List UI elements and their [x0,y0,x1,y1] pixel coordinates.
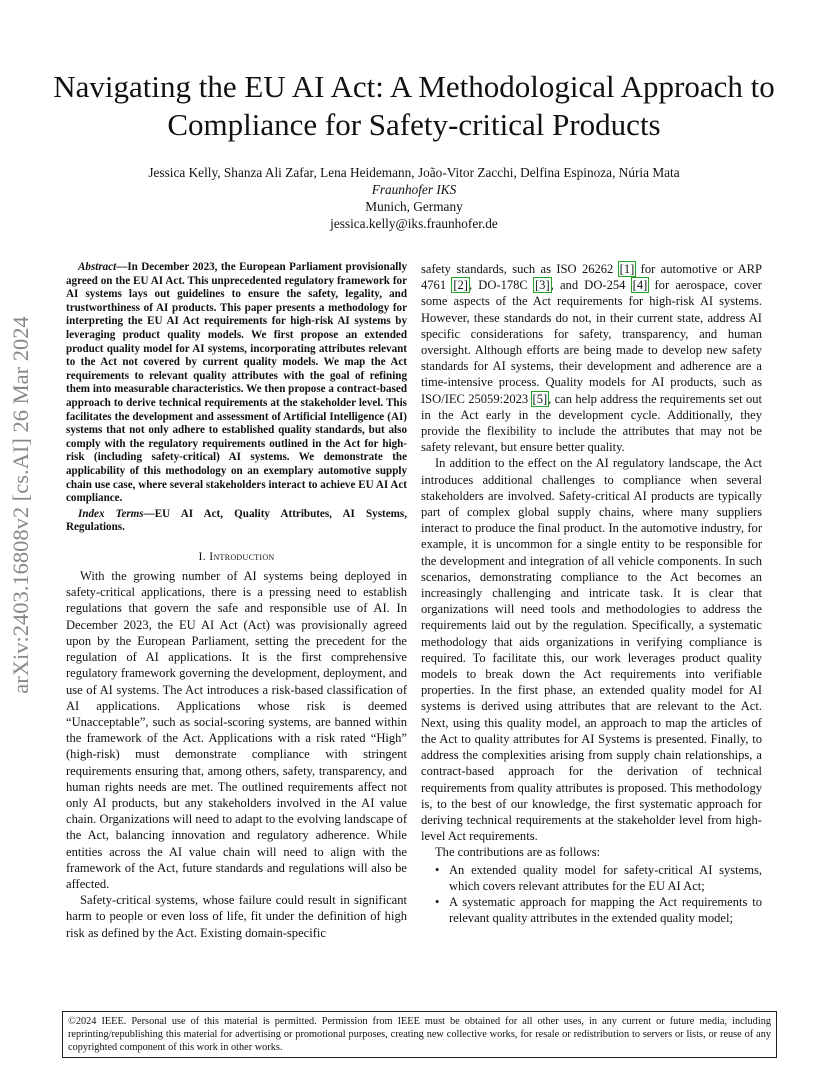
copyright-notice: ©2024 IEEE. Personal use of this material is permitted. Permission from IEEE must be obtained for all other uses, in any current or future media, including reprinting/republishing this material for advertising or promotional purposes, creating new collective works, for resale or redistribution to servers or lists, or reuse of any copyrighted component of this work in other works. [62,1011,777,1058]
author-email: jessica.kelly@iks.fraunhofer.de [330,216,498,231]
author-block [40,164,788,232]
right-column [421,261,762,926]
contributions-intro: The contributions are as follows: [435,845,601,860]
list-item: • A systematic approach for mapping the Act requirements to relevant quality attributes in the extended quality model; [449,894,762,926]
affiliation: Fraunhofer IKS [371,182,457,197]
paper-title: Navigating the EU AI Act: A Methodological Approach to Compliance for Safety-critical Products [53,69,775,142]
citation-link[interactable]: [1] [619,262,635,276]
text-run: for automotive or ARP 4761 [421,262,762,293]
contributions-list [421,862,762,927]
left-column [66,261,407,941]
body-paragraph: In addition to the effect on the AI regulatory landscape, the Act introduces additional challenges to compliance when several stakeholders are involved. Safety-critical AI products are typically part of complex global supply chains, where many suppliers interact to produce the final product. In the automotive industry, for example, it is uncommon for a single entity to be responsible for the development and integration of all vehicle components. In such scenarios, demonstrating compliance to the Act becomes an increasingly challenging and intricate task. It is clear that organizations will need tools and methodologies to address the requirements laid out by the regulation. Specifically, a systematic methodology that aids organizations in verifying compliance is required. To facilitate this, our work leverages product quality models to break down the Act requirements into verifiable properties. In the first phase, an extended quality model for AI systems is derived using attributes that are relevant to the Act. Next, using this quality model, an approach to map the articles of the Act to quality attributes for AI Systems is presented. Finally, to address the complexities arising from supply chain relationships, a contract-based approach for the derivation of technical requirements from quality attributes is proposed. This methodology is, to the best of our knowledge, the first systematic approach for deriving technical requirements at the stakeholder level from high-level Act requirements. [421,456,762,844]
author-list: Jessica Kelly, Shanza Ali Zafar, Lena Heidemann, João-Vitor Zacchi, Delfina Espinoza, Núria Mata [148,165,680,180]
index-terms-label: Index Terms [78,507,144,520]
text-run: , and DO-254 [550,278,632,293]
citation-link[interactable]: [5] [532,391,548,406]
body-paragraph: With the growing number of AI systems being deployed in safety-critical applications, there is a pressing need to establish regulations that govern the safe and responsible use of AI. In December 2023, the EU AI Act (Act) was provisionally agreed upon by the European Parliament, setting the precedent for the regulation of AI applications. It is the first comprehensive regulatory framework governing the development, deployment, and use of AI systems. The Act introduces a risk-based classification of AI applications. Applications whose risk is deemed “Unacceptable”, such as social-scoring systems, are banned within the framework of the Act. Applications with a risk rated “High” (high-risk) must demonstrate compliance with stringent requirements ensuring that, among others, safety, transparency, and human rights needs are met. The outlined requirements affect not only AI products, but any stakeholders involved in the AI value chain. Organizations will need to adapt to the evolving landscape of the Act, balancing innovation and regulatory adherence. While entities across the AI value chain will need to align with the framework of the Act, future standards and regulations will also be affected. [66,569,407,891]
body-paragraph [421,261,762,455]
index-terms-text: —EU AI Act, Quality Attributes, AI Systems, Regulations. [66,507,407,534]
index-terms [66,508,407,535]
citation-link[interactable]: [2] [453,278,468,293]
text-run: safety standards, such as ISO 26262 [421,262,619,276]
text-run: , can help address the requirements set out in the Act early in the development cycle. Additionally, they provide the flexibility to include the attributes that may not be safety relevant, but ensure better quality. [421,391,762,455]
body-paragraph: Safety-critical systems, whose failure could result in significant harm to people or even loss of life, fit under the definition of high risk as defined by the Act. Existing domain-specific [66,893,407,940]
text-run: , DO-178C [468,278,534,293]
citation-link[interactable]: [4] [632,278,648,293]
abstract-label: Abstract [78,261,117,273]
citation-link[interactable]: [3] [535,278,550,293]
arxiv-identifier: arXiv:2403.16808v2 [cs.AI] 26 Mar 2024 [8,316,33,694]
abstract [66,261,407,506]
location: Munich, Germany [365,199,463,214]
text-run: for aerospace, cover some aspects of the Act requirements for high-risk AI systems. However, these standards do not, in their current state, address AI specific considerations for safety, transparency, and human oversight. Although efforts are being made to develop new safety standards for AI systems, their development and adherence are a time-intensive process. Quality models for AI products, such as ISO/IEC 25059:2023 [421,278,762,406]
section-heading: I. Introduction [198,548,275,563]
list-item: • An extended quality model for safety-critical AI systems, which covers relevant attributes for the EU AI Act; [449,862,762,894]
abstract-text: —In December 2023, the European Parliament provisionally agreed on the EU AI Act. This unprecedented regulatory framework for AI systems lays out guidelines to ensure the safety, legality, and trustworthiness of AI products. This paper presents a methodology for interpreting the EU AI Act requirements for high-risk AI systems by leveraging product quality models. We first propose an extended product quality model for AI systems, incorporating attributes relevant to the Act not covered by current quality models. We map the Act requirements to relevant quality attributes with the goal of refining them into measurable characteristics. We then propose a contract-based approach to derive technical requirements at the stakeholder level. This facilitates the development and assessment of Artificial Intelligence (AI) systems that not only adhere to established quality standards, but also comply with the regulatory requirements outlined in the Act for high-risk (including safety-critical) AI systems. We demonstrate the applicability of this methodology on an exemplary automotive supply chain use case, where several stakeholders interact to achieve EU AI Act compliance. [66,261,407,505]
